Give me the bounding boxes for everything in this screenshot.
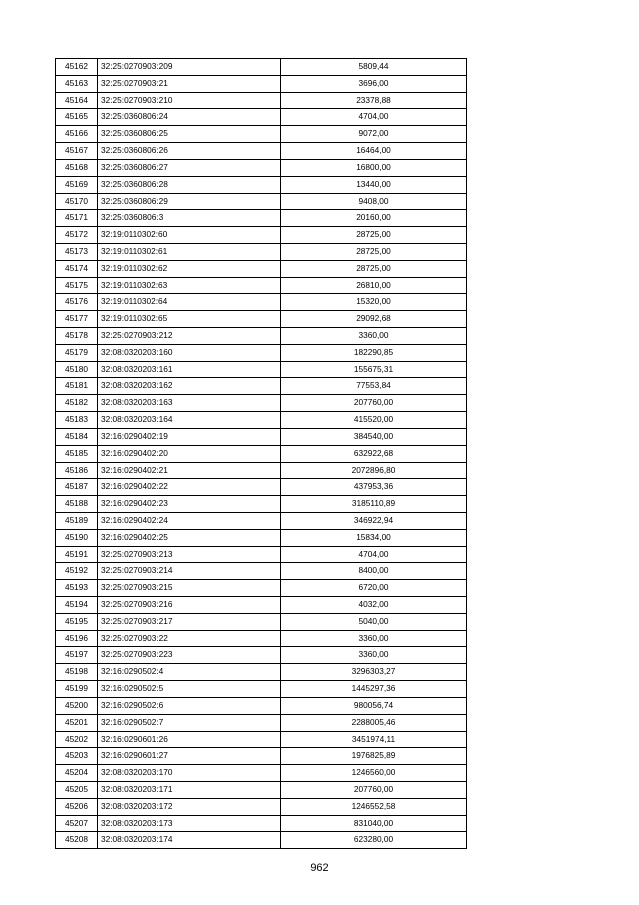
cadastral-value-cell: 3296303,27 bbox=[281, 664, 467, 681]
table-row bbox=[56, 159, 467, 176]
row-number-cell: 45162 bbox=[56, 59, 98, 76]
table-row bbox=[56, 681, 467, 698]
cadastral-value-cell: 207760,00 bbox=[281, 395, 467, 412]
table-row bbox=[56, 748, 467, 765]
table-row bbox=[56, 479, 467, 496]
table-row bbox=[56, 412, 467, 429]
cadastral-value-cell: 77553,84 bbox=[281, 378, 467, 395]
cadastral-number-cell: 32:08:0320203:172 bbox=[98, 798, 281, 815]
row-number-cell: 45202 bbox=[56, 731, 98, 748]
cadastral-number-cell: 32:08:0320203:163 bbox=[98, 395, 281, 412]
row-number-cell: 45201 bbox=[56, 714, 98, 731]
row-number-cell: 45180 bbox=[56, 361, 98, 378]
table-row bbox=[56, 59, 467, 76]
cadastral-number-cell: 32:16:0290601:26 bbox=[98, 731, 281, 748]
table-row bbox=[56, 714, 467, 731]
row-number-cell: 45186 bbox=[56, 462, 98, 479]
cadastral-number-cell: 32:25:0270903:217 bbox=[98, 613, 281, 630]
table-row bbox=[56, 109, 467, 126]
cadastral-number-cell: 32:19:0110302:62 bbox=[98, 260, 281, 277]
cadastral-number-cell: 32:16:0290502:5 bbox=[98, 681, 281, 698]
table-row bbox=[56, 344, 467, 361]
row-number-cell: 45171 bbox=[56, 210, 98, 227]
cadastral-number-cell: 32:08:0320203:162 bbox=[98, 378, 281, 395]
row-number-cell: 45178 bbox=[56, 328, 98, 345]
cadastral-value-table bbox=[55, 58, 467, 849]
row-number-cell: 45208 bbox=[56, 832, 98, 849]
cadastral-value-cell: 415520,00 bbox=[281, 412, 467, 429]
cadastral-number-cell: 32:25:0270903:213 bbox=[98, 546, 281, 563]
row-number-cell: 45168 bbox=[56, 159, 98, 176]
cadastral-number-cell: 32:25:0270903:22 bbox=[98, 630, 281, 647]
row-number-cell: 45198 bbox=[56, 664, 98, 681]
cadastral-value-cell: 15834,00 bbox=[281, 529, 467, 546]
row-number-cell: 45203 bbox=[56, 748, 98, 765]
cadastral-number-cell: 32:16:0290402:19 bbox=[98, 428, 281, 445]
cadastral-number-cell: 32:25:0360806:28 bbox=[98, 176, 281, 193]
row-number-cell: 45165 bbox=[56, 109, 98, 126]
row-number-cell: 45176 bbox=[56, 294, 98, 311]
row-number-cell: 45192 bbox=[56, 563, 98, 580]
cadastral-number-cell: 32:16:0290402:24 bbox=[98, 512, 281, 529]
table-row bbox=[56, 277, 467, 294]
cadastral-number-cell: 32:25:0360806:24 bbox=[98, 109, 281, 126]
cadastral-value-cell: 980056,74 bbox=[281, 697, 467, 714]
table-row bbox=[56, 210, 467, 227]
cadastral-value-cell: 28725,00 bbox=[281, 260, 467, 277]
cadastral-value-cell: 182290,85 bbox=[281, 344, 467, 361]
cadastral-value-cell: 346922,94 bbox=[281, 512, 467, 529]
cadastral-number-cell: 32:16:0290402:21 bbox=[98, 462, 281, 479]
cadastral-value-cell: 3185110,89 bbox=[281, 496, 467, 513]
table-row bbox=[56, 597, 467, 614]
cadastral-number-cell: 32:16:0290502:4 bbox=[98, 664, 281, 681]
table-row bbox=[56, 193, 467, 210]
table-body bbox=[56, 59, 467, 849]
row-number-cell: 45167 bbox=[56, 143, 98, 160]
table-row bbox=[56, 143, 467, 160]
cadastral-value-cell: 15320,00 bbox=[281, 294, 467, 311]
row-number-cell: 45193 bbox=[56, 580, 98, 597]
row-number-cell: 45173 bbox=[56, 243, 98, 260]
table-row bbox=[56, 378, 467, 395]
cadastral-number-cell: 32:16:0290402:23 bbox=[98, 496, 281, 513]
row-number-cell: 45183 bbox=[56, 412, 98, 429]
row-number-cell: 45195 bbox=[56, 613, 98, 630]
cadastral-number-cell: 32:25:0270903:209 bbox=[98, 59, 281, 76]
row-number-cell: 45182 bbox=[56, 395, 98, 412]
row-number-cell: 45190 bbox=[56, 529, 98, 546]
cadastral-number-cell: 32:16:0290402:25 bbox=[98, 529, 281, 546]
cadastral-number-cell: 32:16:0290402:20 bbox=[98, 445, 281, 462]
cadastral-value-cell: 1445297,36 bbox=[281, 681, 467, 698]
table-row bbox=[56, 563, 467, 580]
cadastral-value-cell: 3451974,11 bbox=[281, 731, 467, 748]
row-number-cell: 45185 bbox=[56, 445, 98, 462]
cadastral-number-cell: 32:25:0270903:216 bbox=[98, 597, 281, 614]
cadastral-number-cell: 32:08:0320203:161 bbox=[98, 361, 281, 378]
cadastral-number-cell: 32:08:0320203:173 bbox=[98, 815, 281, 832]
row-number-cell: 45163 bbox=[56, 75, 98, 92]
cadastral-number-cell: 32:08:0320203:171 bbox=[98, 781, 281, 798]
cadastral-value-cell: 28725,00 bbox=[281, 227, 467, 244]
row-number-cell: 45194 bbox=[56, 597, 98, 614]
table-row bbox=[56, 428, 467, 445]
cadastral-number-cell: 32:19:0110302:60 bbox=[98, 227, 281, 244]
cadastral-number-cell: 32:19:0110302:61 bbox=[98, 243, 281, 260]
table-row bbox=[56, 765, 467, 782]
table-row bbox=[56, 227, 467, 244]
row-number-cell: 45187 bbox=[56, 479, 98, 496]
cadastral-value-cell: 13440,00 bbox=[281, 176, 467, 193]
row-number-cell: 45200 bbox=[56, 697, 98, 714]
row-number-cell: 45189 bbox=[56, 512, 98, 529]
cadastral-value-cell: 2288005,46 bbox=[281, 714, 467, 731]
table-row bbox=[56, 328, 467, 345]
cadastral-number-cell: 32:16:0290601:27 bbox=[98, 748, 281, 765]
cadastral-value-cell: 623280,00 bbox=[281, 832, 467, 849]
table-row bbox=[56, 395, 467, 412]
cadastral-value-cell: 437953,36 bbox=[281, 479, 467, 496]
row-number-cell: 45174 bbox=[56, 260, 98, 277]
table-row bbox=[56, 546, 467, 563]
cadastral-number-cell: 32:19:0110302:65 bbox=[98, 311, 281, 328]
row-number-cell: 45205 bbox=[56, 781, 98, 798]
table-row bbox=[56, 75, 467, 92]
cadastral-value-cell: 20160,00 bbox=[281, 210, 467, 227]
table-row bbox=[56, 647, 467, 664]
table-row bbox=[56, 815, 467, 832]
cadastral-value-cell: 632922,68 bbox=[281, 445, 467, 462]
cadastral-number-cell: 32:25:0270903:214 bbox=[98, 563, 281, 580]
cadastral-value-cell: 4704,00 bbox=[281, 109, 467, 126]
table-row bbox=[56, 311, 467, 328]
cadastral-number-cell: 32:25:0360806:25 bbox=[98, 126, 281, 143]
cadastral-value-cell: 9072,00 bbox=[281, 126, 467, 143]
cadastral-value-cell: 3360,00 bbox=[281, 630, 467, 647]
row-number-cell: 45179 bbox=[56, 344, 98, 361]
table-row bbox=[56, 462, 467, 479]
table-row bbox=[56, 126, 467, 143]
cadastral-value-cell: 3360,00 bbox=[281, 647, 467, 664]
cadastral-number-cell: 32:08:0320203:174 bbox=[98, 832, 281, 849]
cadastral-value-cell: 16800,00 bbox=[281, 159, 467, 176]
row-number-cell: 45169 bbox=[56, 176, 98, 193]
table-row bbox=[56, 731, 467, 748]
row-number-cell: 45199 bbox=[56, 681, 98, 698]
row-number-cell: 45188 bbox=[56, 496, 98, 513]
cadastral-value-cell: 29092,68 bbox=[281, 311, 467, 328]
cadastral-value-cell: 4032,00 bbox=[281, 597, 467, 614]
cadastral-number-cell: 32:19:0110302:64 bbox=[98, 294, 281, 311]
page-number: 962 bbox=[310, 862, 329, 874]
cadastral-number-cell: 32:08:0320203:160 bbox=[98, 344, 281, 361]
cadastral-value-cell: 1246560,00 bbox=[281, 765, 467, 782]
table-row bbox=[56, 580, 467, 597]
cadastral-value-cell: 9408,00 bbox=[281, 193, 467, 210]
cadastral-number-cell: 32:16:0290502:6 bbox=[98, 697, 281, 714]
cadastral-value-cell: 4704,00 bbox=[281, 546, 467, 563]
cadastral-number-cell: 32:25:0270903:223 bbox=[98, 647, 281, 664]
table-row bbox=[56, 613, 467, 630]
table-row bbox=[56, 176, 467, 193]
cadastral-number-cell: 32:16:0290402:22 bbox=[98, 479, 281, 496]
row-number-cell: 45177 bbox=[56, 311, 98, 328]
cadastral-number-cell: 32:19:0110302:63 bbox=[98, 277, 281, 294]
cadastral-number-cell: 32:25:0270903:212 bbox=[98, 328, 281, 345]
table-row bbox=[56, 294, 467, 311]
cadastral-number-cell: 32:25:0360806:29 bbox=[98, 193, 281, 210]
row-number-cell: 45172 bbox=[56, 227, 98, 244]
cadastral-number-cell: 32:25:0360806:27 bbox=[98, 159, 281, 176]
row-number-cell: 45191 bbox=[56, 546, 98, 563]
table-row bbox=[56, 445, 467, 462]
cadastral-value-cell: 8400,00 bbox=[281, 563, 467, 580]
cadastral-value-cell: 23378,88 bbox=[281, 92, 467, 109]
cadastral-number-cell: 32:25:0270903:21 bbox=[98, 75, 281, 92]
row-number-cell: 45175 bbox=[56, 277, 98, 294]
cadastral-value-cell: 2072896,80 bbox=[281, 462, 467, 479]
row-number-cell: 45164 bbox=[56, 92, 98, 109]
row-number-cell: 45206 bbox=[56, 798, 98, 815]
row-number-cell: 45170 bbox=[56, 193, 98, 210]
cadastral-number-cell: 32:25:0360806:26 bbox=[98, 143, 281, 160]
table-row bbox=[56, 361, 467, 378]
row-number-cell: 45181 bbox=[56, 378, 98, 395]
table-row bbox=[56, 664, 467, 681]
cadastral-value-cell: 207760,00 bbox=[281, 781, 467, 798]
cadastral-number-cell: 32:25:0270903:215 bbox=[98, 580, 281, 597]
cadastral-value-cell: 5809,44 bbox=[281, 59, 467, 76]
cadastral-number-cell: 32:08:0320203:164 bbox=[98, 412, 281, 429]
table-row bbox=[56, 243, 467, 260]
cadastral-value-cell: 1976825,89 bbox=[281, 748, 467, 765]
cadastral-value-cell: 155675,31 bbox=[281, 361, 467, 378]
cadastral-value-cell: 6720,00 bbox=[281, 580, 467, 597]
cadastral-value-cell: 26810,00 bbox=[281, 277, 467, 294]
row-number-cell: 45196 bbox=[56, 630, 98, 647]
cadastral-number-cell: 32:08:0320203:170 bbox=[98, 765, 281, 782]
row-number-cell: 45166 bbox=[56, 126, 98, 143]
cadastral-value-cell: 16464,00 bbox=[281, 143, 467, 160]
row-number-cell: 45207 bbox=[56, 815, 98, 832]
cadastral-number-cell: 32:25:0360806:3 bbox=[98, 210, 281, 227]
table-row bbox=[56, 630, 467, 647]
cadastral-value-cell: 3360,00 bbox=[281, 328, 467, 345]
row-number-cell: 45197 bbox=[56, 647, 98, 664]
cadastral-value-cell: 831040,00 bbox=[281, 815, 467, 832]
row-number-cell: 45184 bbox=[56, 428, 98, 445]
table-row bbox=[56, 496, 467, 513]
table-row bbox=[56, 529, 467, 546]
cadastral-value-cell: 28725,00 bbox=[281, 243, 467, 260]
row-number-cell: 45204 bbox=[56, 765, 98, 782]
cadastral-value-cell: 384540,00 bbox=[281, 428, 467, 445]
table-row bbox=[56, 260, 467, 277]
table-row bbox=[56, 697, 467, 714]
table-row bbox=[56, 512, 467, 529]
cadastral-number-cell: 32:16:0290502:7 bbox=[98, 714, 281, 731]
table-row bbox=[56, 92, 467, 109]
cadastral-number-cell: 32:25:0270903:210 bbox=[98, 92, 281, 109]
table-row bbox=[56, 798, 467, 815]
cadastral-value-cell: 1246552,58 bbox=[281, 798, 467, 815]
cadastral-value-cell: 5040,00 bbox=[281, 613, 467, 630]
table-row bbox=[56, 832, 467, 849]
table-row bbox=[56, 781, 467, 798]
cadastral-value-cell: 3696,00 bbox=[281, 75, 467, 92]
